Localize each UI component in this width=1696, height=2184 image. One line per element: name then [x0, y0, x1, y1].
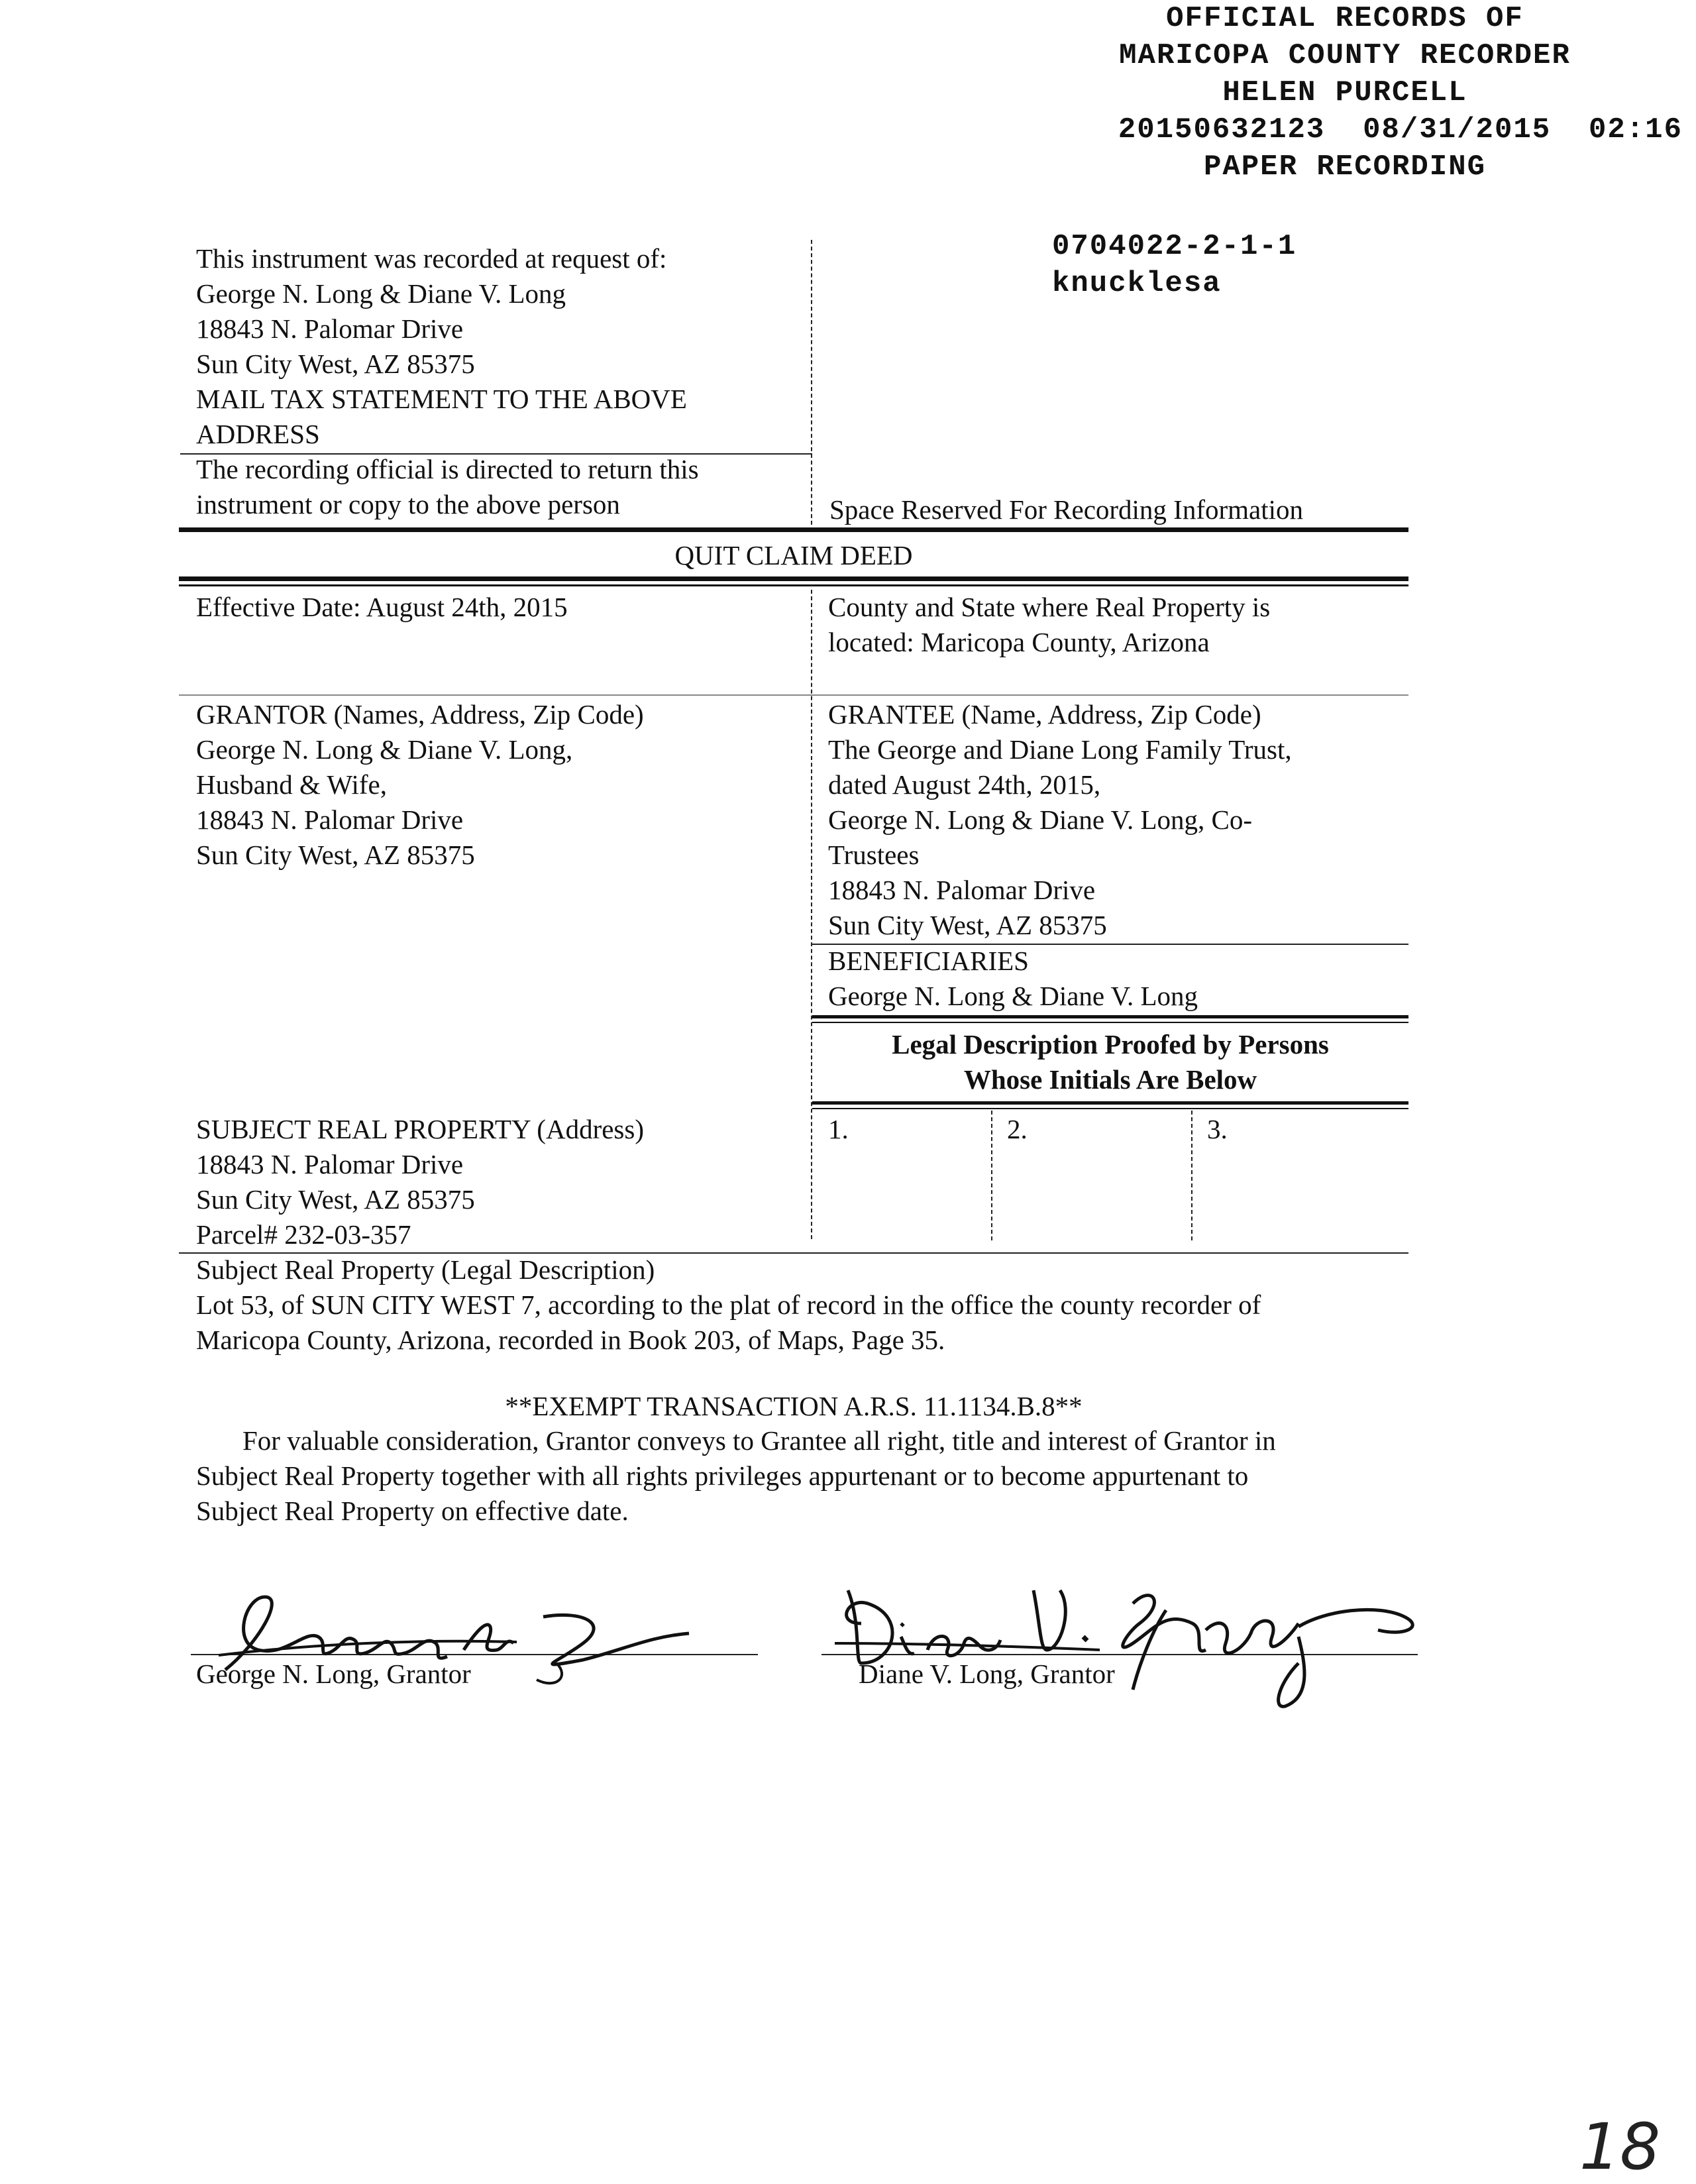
stamp-line-5: PAPER RECORDING	[1203, 150, 1487, 184]
subject-city: Sun City West, AZ 85375	[196, 1184, 475, 1215]
proofed-rule-bottom-1	[812, 1101, 1408, 1105]
title-rule-top	[179, 527, 1408, 532]
subject-parcel: Parcel# 232-03-357	[196, 1219, 411, 1250]
mail-tax-line-1: MAIL TAX STATEMENT TO THE ABOVE	[196, 384, 687, 414]
stamp-fee-line	[1047, 111, 1683, 148]
proofed-cell-1: 1.	[828, 1114, 849, 1144]
grantee-line-2: dated August 24th, 2015,	[828, 769, 1101, 800]
grantee-line-1: The George and Diane Long Family Trust,	[828, 734, 1292, 765]
recording-code-block	[1052, 228, 1297, 302]
deed-title: QUIT CLAIM DEED	[674, 540, 913, 571]
subject-street: 18843 N. Palomar Drive	[196, 1149, 464, 1179]
recording-code: 0704022-2-1-1	[1052, 230, 1297, 263]
grantor-relation: Husband & Wife,	[196, 769, 387, 800]
conveyance-block	[196, 1423, 1276, 1529]
proofed-cell-3: 3.	[1207, 1114, 1228, 1144]
proofed-heading	[812, 1027, 1408, 1097]
grantee-heading: GRANTEE (Name, Address, Zip Code)	[828, 699, 1261, 730]
proofed-line-1: Legal Description Proofed by Persons	[892, 1029, 1329, 1060]
conveyance-line-2: Subject Real Property together with all rights privileges appurtenant or to become appurtenant to	[196, 1460, 1249, 1491]
legal-line-1: Lot 53, of SUN CITY WEST 7, according to the plat of record in the office the county recorder of	[196, 1289, 1261, 1320]
body-vertical-divider	[811, 590, 812, 1239]
beneficiaries-heading: BENEFICIARIES	[828, 946, 1029, 976]
county-line-1: County and State where Real Property is	[828, 592, 1271, 622]
subject-heading: SUBJECT REAL PROPERTY (Address)	[196, 1114, 644, 1144]
proofed-cell-divider-2	[1191, 1111, 1192, 1240]
conveyance-line-1: For valuable consideration, Grantor conveys to Grantee all right, title and interest of Grantor in	[242, 1425, 1276, 1456]
effective-date: Effective Date: August 24th, 2015	[196, 592, 568, 622]
beneficiaries-block	[828, 944, 1198, 1014]
proofed-rule-top-2	[812, 1022, 1408, 1023]
grantee-street: 18843 N. Palomar Drive	[828, 875, 1096, 905]
title-rule-bottom-1	[179, 576, 1408, 581]
grantor-city: Sun City West, AZ 85375	[196, 840, 475, 870]
county-line-2: located: Maricopa County, Arizona	[828, 627, 1210, 657]
handwritten-page-number: 18	[1579, 2110, 1661, 2184]
legal-description-block	[196, 1252, 1261, 1358]
conveyance-line-3: Subject Real Property on effective date.	[196, 1496, 629, 1526]
grantee-line-4: Trustees	[828, 840, 920, 870]
grantor-street: 18843 N. Palomar Drive	[196, 804, 464, 835]
county-state-block	[828, 590, 1270, 660]
recorded-request-street: 18843 N. Palomar Drive	[196, 313, 464, 344]
return-line-2: instrument or copy to the above person	[196, 489, 620, 519]
right-signature-caption: Diane V. Long, Grantor	[859, 1659, 1115, 1689]
recording-clerk: knucklesa	[1052, 267, 1222, 300]
legal-heading: Subject Real Property (Legal Description)	[196, 1254, 655, 1285]
return-line-1: The recording official is directed to return this	[196, 454, 699, 484]
title-rule-bottom-2	[179, 584, 1408, 586]
grantee-city: Sun City West, AZ 85375	[828, 910, 1107, 940]
mail-tax-line-2: ADDRESS	[196, 419, 320, 449]
subject-property-block	[196, 1112, 644, 1252]
left-signature-caption: George N. Long, Grantor	[196, 1659, 471, 1689]
diane-signature-icon	[822, 1564, 1444, 1716]
stamp-fee-number: 20150632123	[1118, 113, 1326, 146]
stamp-line-3: HELEN PURCELL	[1222, 76, 1467, 109]
header-vertical-divider	[811, 240, 812, 531]
grantor-name: George N. Long & Diane V. Long,	[196, 734, 573, 765]
stamp-time: 02:16	[1588, 113, 1683, 146]
stamp-date: 08/31/2015	[1363, 113, 1552, 146]
grantee-line-3: George N. Long & Diane V. Long, Co-	[828, 804, 1252, 835]
stamp-line-2: MARICOPA COUNTY RECORDER	[1119, 39, 1571, 72]
recorded-request-block	[196, 241, 699, 522]
recorded-request-city: Sun City West, AZ 85375	[196, 349, 475, 379]
grantor-heading: GRANTOR (Names, Address, Zip Code)	[196, 699, 644, 730]
recorder-stamp	[1047, 0, 1683, 186]
proofed-rule-top-1	[812, 1015, 1408, 1018]
beneficiaries-names: George N. Long & Diane V. Long	[828, 981, 1198, 1011]
grantee-block	[828, 697, 1292, 943]
proofed-cell-2: 2.	[1007, 1114, 1028, 1144]
proofed-rule-bottom-2	[812, 1108, 1408, 1109]
recorded-request-name: George N. Long & Diane V. Long	[196, 278, 566, 309]
stamp-line-1: OFFICIAL RECORDS OF	[1166, 2, 1524, 35]
space-reserved-label: Space Reserved For Recording Information	[829, 494, 1304, 525]
effective-row-divider	[179, 694, 1408, 696]
legal-line-2: Maricopa County, Arizona, recorded in Book 203, of Maps, Page 35.	[196, 1325, 945, 1355]
mail-divider	[180, 453, 812, 455]
grantor-block	[196, 697, 644, 873]
recorded-request-label: This instrument was recorded at request of:	[196, 243, 667, 274]
exempt-transaction: **EXEMPT TRANSACTION A.R.S. 11.1134.B.8**	[505, 1391, 1083, 1421]
george-signature-icon	[186, 1570, 689, 1696]
proofed-line-2: Whose Initials Are Below	[963, 1064, 1257, 1095]
proofed-cell-divider-1	[991, 1111, 992, 1240]
